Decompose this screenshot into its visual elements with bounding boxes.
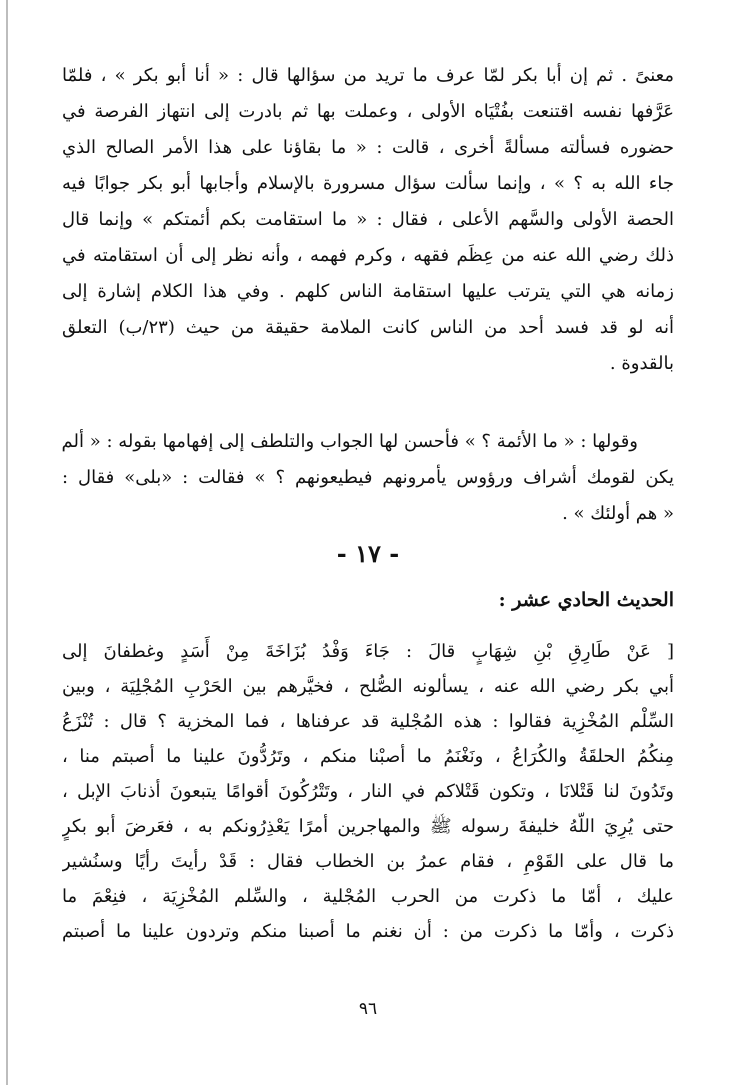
commentary-paragraph-2 <box>62 424 674 532</box>
text-line: معنىً . ثم إن أبا بكر لمّا عرف ما تريد من سؤالها قال : « أنا أبو بكر » ، فلمّا <box>62 65 674 86</box>
text-line: السِّلْم المُخْزِية فقالوا : هذه المُجْلية قد عرفناها ، فما المخزية ؟ قال : تُنْزَعُ <box>62 711 674 732</box>
text-line: « هم أولئك » . <box>562 503 674 524</box>
hadith-heading: الحديث الحادي عشر : <box>498 589 674 611</box>
text-line: أنه لو قد فسد أحد من الناس كانت الملامة حقيقة من حيث (٢٣/ب) التعلق <box>62 317 674 338</box>
section-number: - ١٧ - <box>336 539 400 568</box>
text-line: ذكرت ، وأمّا ما ذكرت من : أن نغنم ما أصبنا منكم وتردون علينا ما أصبتم <box>62 921 674 942</box>
text-line: بالقدوة . <box>609 353 674 374</box>
page-edge-line <box>6 0 8 1085</box>
text-line: [ عَنْ طَارِقِ بْنِ شِهَابٍ قالَ : جَاءَ وَفْدُ بُزَاخَةَ مِنْ أَسَدٍ وغطفانَ إلى <box>62 641 674 662</box>
text-line: وقولها : « ما الأئمة ؟ » فأحسن لها الجواب والتلطف إلى إفهامها بقوله : « ألم <box>62 431 638 452</box>
text-line: مِنكُمُ الحلقَةُ والكُرَاعُ ، ونَغْنَمُ ما أصبْنا منكم ، وتَرُدُّونَ علينا ما أصبتم منا ، <box>62 746 674 767</box>
text-line: عليك ، أمّا ما ذكرت من الحرب المُجْلية ، والسِّلم المُخْزِيَة ، فنِعْمَ ما <box>62 886 674 907</box>
text-line: عَرَّفها نفسه اقتنعت بفُتْيَاه الأولى ، وعملت بها ثم بادرت إلى انتهاز الفرصة في <box>62 101 674 122</box>
text-line: أبي بكر رضي الله عنه ، يسألونه الصُّلح ، فخيَّرهم بين الحَرْبِ المُجْلِيَة ، وبين <box>62 676 674 697</box>
text-line: وتَدُونَ لنا قَتْلانَا ، وتكون قَتْلاكم في النار ، وتَتْرُكُونَ أقوامًا يتبعونَ أذنابَ الإبل ، <box>62 781 674 802</box>
text-line: ذلك رضي الله عنه من عِظَم فقهه ، وكرم فهمه ، وأنه نظر إلى أن استقامته في <box>62 245 674 266</box>
commentary-paragraph <box>62 58 674 382</box>
text-line: ما قال على القَوْمِ ، فقام عمرُ بن الخطاب فقال : قَدْ رأيتَ رأيًا وسنُشير <box>62 851 674 872</box>
text-line: زمانه هي التي يترتب عليها استقامة الناس كلهم . وفي هذا الكلام إشارة إلى <box>62 281 674 302</box>
book-page <box>62 58 674 1048</box>
text-line: حتى يُرِيَ اللّهُ خليفةَ رسوله ﷺ والمهاجرين أمرًا يَعْذِرُونكم به ، فعَرضَ أبو بكرٍ <box>62 816 674 837</box>
text-line: الحصة الأولى والسَّهم الأعلى ، فقال : « ما استقامت بكم أئمتكم » وإنما قال <box>62 209 674 230</box>
text-line: جاء الله به ؟ » ، وإنما سألت سؤال مسرورة بالإسلام وأجابها أبو بكر جوابًا فيه <box>62 173 674 194</box>
text-line: يكن لقومك أشراف ورؤوس يأمرونهم فيطيعونهم ؟ » فقالت : «بلى» فقال : <box>62 467 674 488</box>
page-number: ٩٦ <box>358 999 378 1019</box>
hadith-text <box>62 634 674 949</box>
text-line: حضوره فسألته مسألةً أخرى ، قالت : « ما بقاؤنا على هذا الأمر الصالح الذي <box>62 137 674 158</box>
